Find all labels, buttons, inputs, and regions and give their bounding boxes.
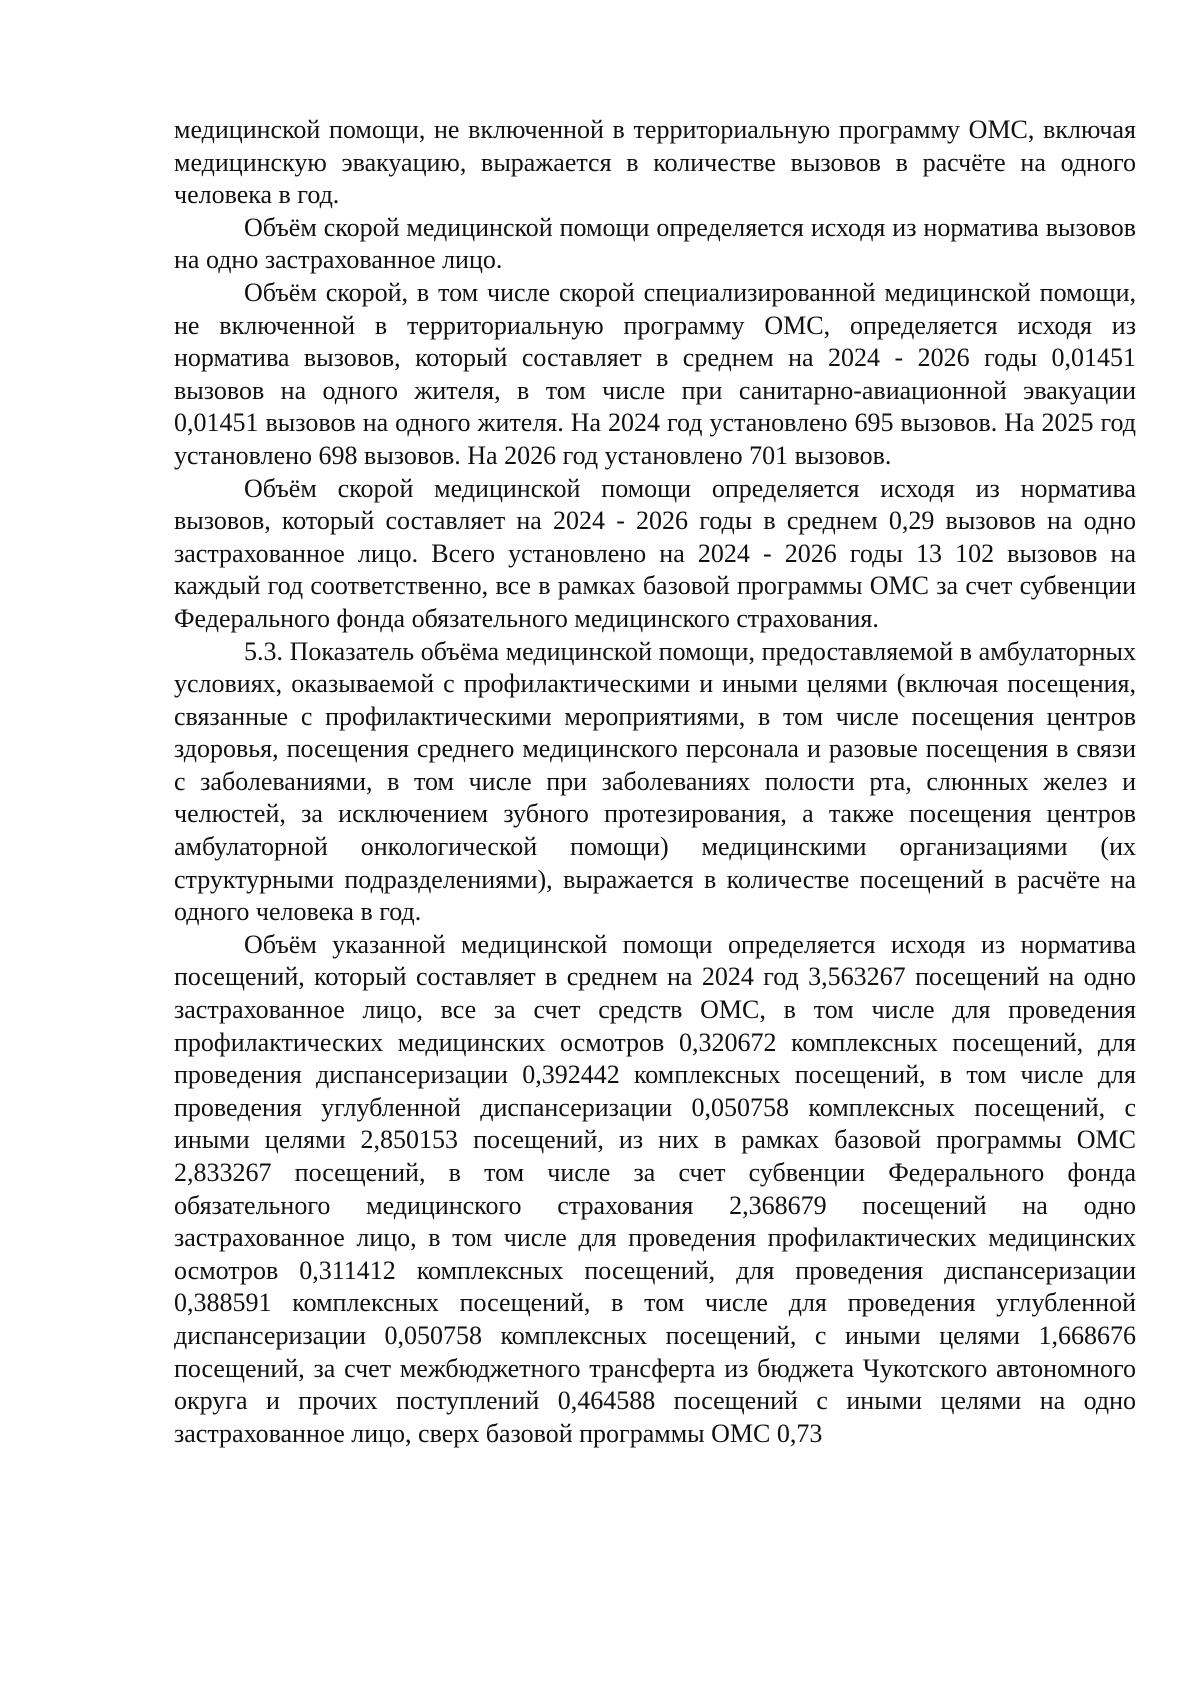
paragraph-visits-norm: Объём указанной медицинской помощи определяется исходя из норматива посещений, который составляет в среднем на 2024 год 3,563267 посещений на одно застрахованное лицо, все за счет средств ОМС, в том числе для проведения профилактических медицинских осмотров 0,320672 комплексных посещений, для проведения диспансеризации 0,392442 комплексных посещений, в том числе для проведения углубленной диспансеризации 0,050758 комплексных посещений, с иными целями 2,850153 посещений, из них в рамках базовой программы ОМС 2,833267 посещений, в том числе за счет субвенции Федерального фонда обязательного медицинского страхования 2,368679 посещений на одно застрахованное лицо, в том числе для проведения профилактических медицинских осмотров 0,311412 комплексных посещений, для проведения диспансеризации 0,388591 комплексных посещений, в том числе для проведения углубленной диспансеризации 0,050758 комплексных посещений, с иными целями 1,668676 посещений, за счет межбюджетного трансферта из бюджета Чукотского автономного округа и прочих поступлений 0,464588 посещений с иными целями на одно застрахованное лицо, сверх базовой программы ОМС 0,73	[174, 929, 1136, 1448]
paragraph-continuation: медицинской помощи, не включенной в территориальную программу ОМС, включая медицинскую эвакуацию, выражается в количестве вызовов в расчёте на одного человека в год.	[174, 115, 1136, 210]
paragraph-emergency-volume-norm: Объём скорой медицинской помощи определяется исходя из норматива вызовов, который составляет на 2024 - 2026 годы в среднем 0,29 вызовов на одно застрахованное лицо. Всего установлено на 2024 - 2026 годы 13 102 вызовов на каждый год соответственно, все в рамках базовой программы ОМС за счет субвенции Федерального фонда обязательного медицинского страхования.	[174, 473, 1136, 633]
paragraph-emergency-volume-basis: Объём скорой медицинской помощи определяется исходя из норматива вызовов на одно застрахованное лицо.	[174, 212, 1136, 275]
document-page	[174, 114, 1136, 1450]
paragraph-section-5-3: 5.3. Показатель объёма медицинской помощи, предоставляемой в амбулаторных условиях, оказываемой с профилактическими и иными целями (включая посещения, связанные с профилактическими мероприятиями, в том числе посещения центров здоровья, посещения среднего медицинского персонала и разовые посещения в связи с заболеваниями, в том числе при заболеваниях полости рта, слюнных желез и челюстей, за исключением зубного протезирования, а также посещения центров амбулаторной онкологической помощи) медицинскими организациями (их структурными подразделениями), выражается в количестве посещений в расчёте на одного человека в год.	[174, 636, 1136, 927]
paragraph-specialized-emergency-volume: Объём скорой, в том числе скорой специализированной медицинской помощи, не включенной в территориальную программу ОМС, определяется исходя из норматива вызовов, который составляет в среднем на 2024 - 2026 годы 0,01451 вызовов на одного жителя, в том числе при санитарно-авиационной эвакуации 0,01451 вызовов на одного жителя. На 2024 год установлено 695 вызовов. На 2025 год установлено 698 вызовов. На 2026 год установлено 701 вызовов.	[174, 277, 1136, 470]
